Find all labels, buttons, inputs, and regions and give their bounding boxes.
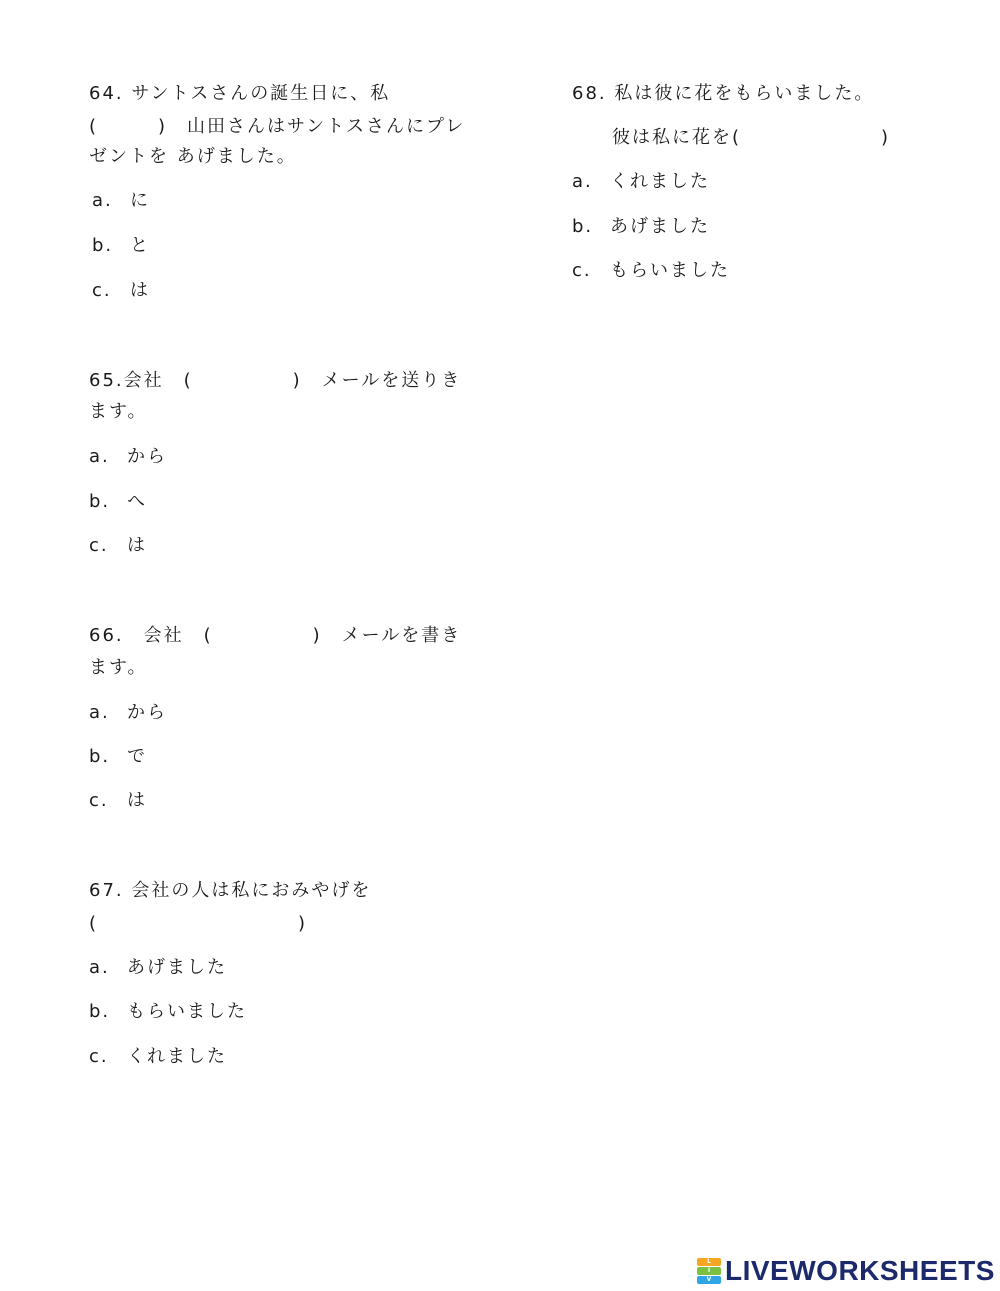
option-key: c. (89, 790, 109, 811)
question-67-line-1: 67. 会社の人は私におみやげを (89, 880, 372, 901)
option-b[interactable] (89, 998, 247, 1026)
question-67-line-2: ( ) (89, 913, 308, 934)
logo-mark-letter: L (697, 1258, 721, 1266)
option-key: b. (89, 491, 111, 512)
option-text: もらいました (610, 260, 730, 281)
option-a[interactable] (89, 954, 227, 982)
question-65-line-1: 65.会社 ( ) メールを送りき (89, 370, 462, 391)
option-key: a. (89, 702, 110, 723)
option-text: あげました (610, 216, 710, 237)
option-key: b. (89, 746, 111, 767)
option-text: へ (127, 491, 147, 512)
logo-mark-letter: I (697, 1267, 721, 1275)
option-b[interactable] (572, 213, 710, 241)
option-key: c. (92, 280, 112, 301)
option-key: c. (89, 535, 109, 556)
option-key: a. (92, 190, 113, 211)
question-66-line-2: ます。 (89, 657, 148, 678)
question-64-line-1: 64. サントスさんの誕生日に、私 (89, 83, 391, 104)
option-a[interactable] (572, 168, 710, 196)
option-b[interactable] (92, 232, 150, 260)
option-key: c. (89, 1046, 109, 1067)
option-key: b. (89, 1001, 111, 1022)
option-text: で (127, 746, 147, 767)
option-c[interactable] (89, 787, 147, 815)
option-c[interactable] (89, 1043, 227, 1071)
logo-text: LIVEWORKSHEETS (725, 1255, 995, 1286)
option-text: もらいました (127, 1001, 247, 1022)
option-key: a. (572, 171, 593, 192)
option-text: は (127, 535, 147, 556)
option-text: は (130, 280, 150, 301)
option-a[interactable] (92, 187, 150, 215)
question-68-line-2: 彼は私に花を( ) (612, 127, 891, 148)
option-c[interactable] (92, 277, 150, 305)
option-text: くれました (127, 1046, 227, 1067)
question-66-line-1: 66. 会社 ( ) メールを書き (89, 625, 462, 646)
option-text: に (130, 190, 150, 211)
option-a[interactable] (89, 699, 167, 727)
question-65-line-2: ます。 (89, 401, 148, 422)
option-key: b. (572, 216, 594, 237)
question-64-line-2: ( ) 山田さんはサントスさんにプレ (89, 116, 466, 137)
option-key: a. (89, 446, 110, 467)
option-text: から (127, 702, 167, 723)
option-text: から (127, 446, 167, 467)
option-key: c. (572, 260, 592, 281)
option-text: は (127, 790, 147, 811)
logo-mark-icon (697, 1258, 721, 1284)
option-text: くれました (610, 171, 710, 192)
option-a[interactable] (89, 443, 167, 471)
logo-mark-letter: V (697, 1276, 721, 1284)
option-text: あげました (127, 957, 227, 978)
liveworksheets-logo[interactable] (697, 1256, 995, 1286)
option-b[interactable] (89, 488, 147, 516)
question-68-line-1: 68. 私は彼に花をもらいました。 (572, 83, 875, 104)
option-key: a. (89, 957, 110, 978)
option-b[interactable] (89, 743, 147, 771)
option-c[interactable] (572, 257, 730, 285)
question-64-line-3: ゼントを あげました。 (89, 146, 297, 167)
option-text: と (130, 235, 150, 256)
option-key: b. (92, 235, 114, 256)
option-c[interactable] (89, 532, 147, 560)
